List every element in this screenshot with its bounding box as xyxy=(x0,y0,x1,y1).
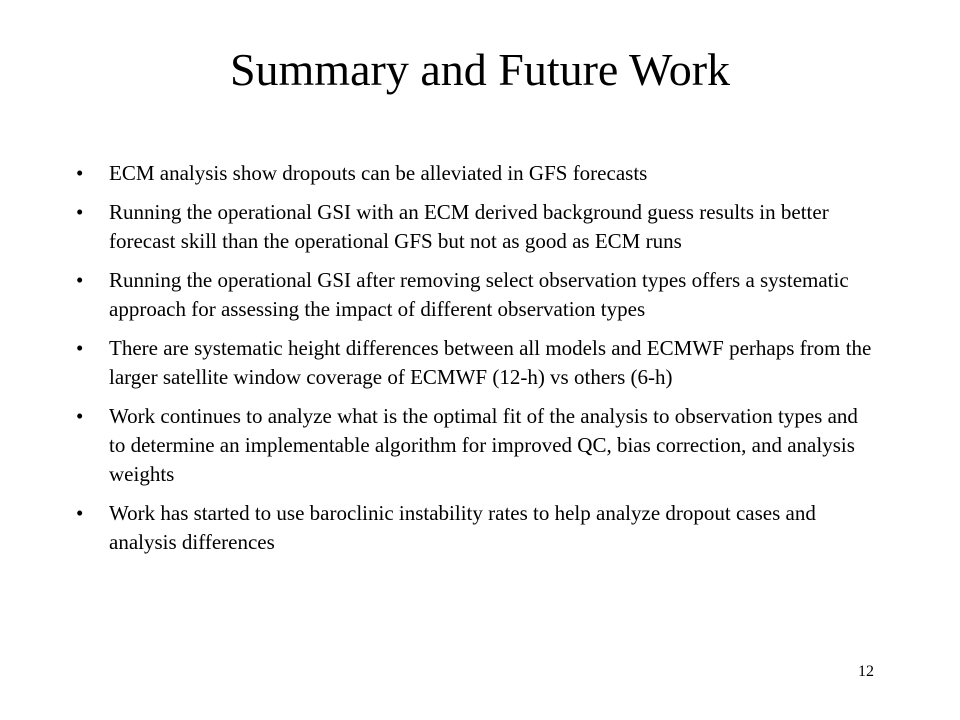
list-item xyxy=(76,402,876,489)
bullet-point-icon: • xyxy=(76,161,84,185)
list-item xyxy=(76,334,876,392)
list-item xyxy=(76,266,876,324)
bullet-text: ECM analysis show dropouts can be alleviated in GFS forecasts xyxy=(109,161,648,185)
bullet-text: There are systematic height differences between all models and ECMWF perhaps from the larger satellite window coverage of ECMWF (12-h) vs others (6-h) xyxy=(109,336,872,389)
bullet-text: Running the operational GSI after removing select observation types offers a systematic approach for assessing the impact of different observation types xyxy=(109,268,849,321)
list-item xyxy=(76,159,876,188)
list-item xyxy=(76,499,876,557)
bullet-point-icon: • xyxy=(76,336,84,360)
bullet-list xyxy=(76,159,876,567)
page-number: 12 xyxy=(858,663,874,680)
bullet-text: Work has started to use baroclinic instability rates to help analyze dropout cases and analysis differences xyxy=(109,501,816,554)
bullet-text: Running the operational GSI with an ECM derived background guess results in better forecast skill than the operational GFS but not as good as ECM runs xyxy=(109,200,829,253)
slide-title: Summary and Future Work xyxy=(229,44,731,95)
bullet-point-icon: • xyxy=(76,200,84,224)
bullet-point-icon: • xyxy=(76,501,84,525)
bullet-point-icon: • xyxy=(76,268,84,292)
bullet-text: Work continues to analyze what is the optimal fit of the analysis to observation types and to determine an implementable algorithm for improved QC, bias correction, and analysis weights xyxy=(109,404,858,486)
list-item xyxy=(76,198,876,256)
bullet-point-icon: • xyxy=(76,404,84,428)
